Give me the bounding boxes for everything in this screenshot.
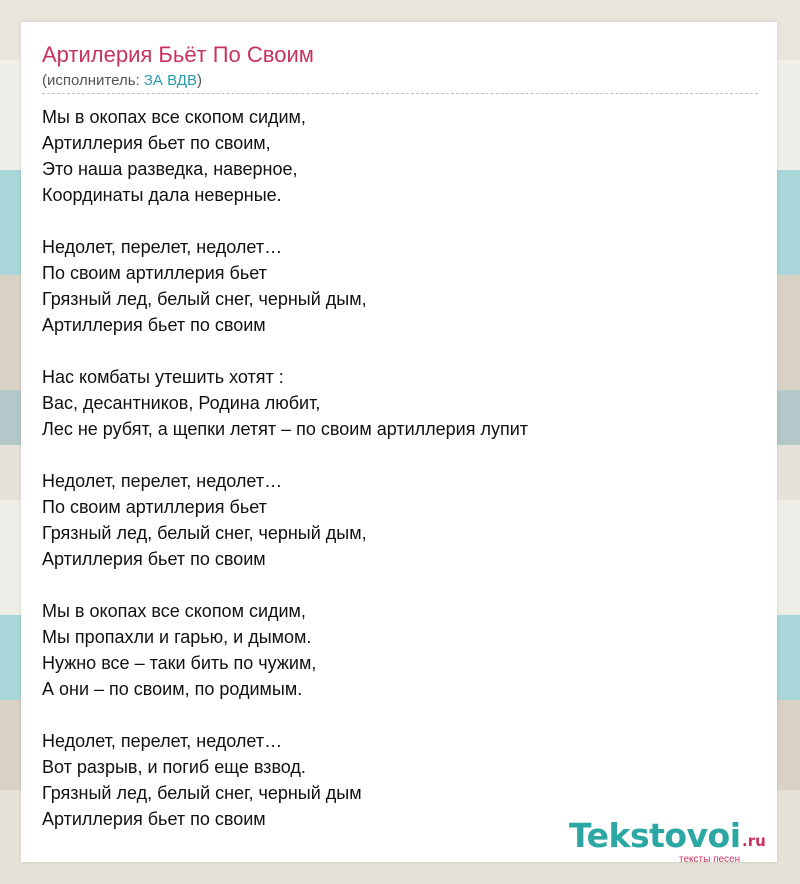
lyrics-card	[21, 22, 777, 865]
logo-tagline: тексты песен	[679, 854, 741, 865]
lyric-line: Артиллерия бьет по своим	[42, 809, 266, 829]
lyric-line: Вот разрыв, и погиб еще взвод.	[42, 757, 306, 777]
verse-gap	[42, 702, 757, 728]
lyric-line: А они – по своим, по родимым.	[42, 679, 303, 699]
lyric-line: Координаты дала неверные.	[42, 185, 282, 205]
verse-gap	[42, 338, 757, 364]
verse-gap	[42, 572, 757, 598]
lyric-line: Недолет, перелет, недолет…	[42, 731, 283, 751]
lyric-line: Артиллерия бьет по своим	[42, 549, 266, 569]
lyric-line: Нужно все – таки бить по чужим,	[42, 653, 317, 673]
lyric-line: По своим артиллерия бьет	[42, 263, 267, 283]
lyric-line: Вас, десантников, Родина любит,	[42, 393, 321, 413]
lyric-line: Грязный лед, белый снег, черный дым,	[42, 523, 367, 543]
lyric-line: Грязный лед, белый снег, черный дым,	[42, 289, 367, 309]
lyric-line: Грязный лед, белый снег, черный дым	[42, 783, 362, 803]
lyric-line: Нас комбаты утешить хотят :	[42, 367, 284, 387]
artist-suffix: )	[196, 72, 202, 89]
artist-link[interactable]: ЗА ВДВ	[143, 72, 197, 89]
lyric-line: Лес не рубят, а щепки летят – по своим артиллерия лупит	[42, 419, 529, 439]
artist-prefix: (исполнитель:	[42, 72, 144, 89]
verse-gap	[42, 208, 757, 234]
site-logo[interactable]	[569, 816, 779, 866]
verse-gap	[42, 442, 757, 468]
lyric-line: Недолет, перелет, недолет…	[42, 471, 283, 491]
lyric-line: Это наша разведка, наверное,	[42, 159, 298, 179]
logo-name: Tekstovoi	[569, 816, 741, 855]
lyric-line: Артиллерия бьет по своим,	[42, 133, 271, 153]
artist-line	[42, 72, 202, 89]
lyric-line: Артиллерия бьет по своим	[42, 315, 266, 335]
lyrics-body	[42, 104, 757, 832]
lyric-line: Мы в окопах все скопом сидим,	[42, 601, 306, 621]
logo-suffix: .ru	[742, 832, 766, 850]
lyric-line: По своим артиллерия бьет	[42, 497, 267, 517]
lyric-line: Мы пропахли и гарью, и дымом.	[42, 627, 312, 647]
song-title: Артилерия Бьёт По Своим	[42, 42, 314, 67]
title-divider	[42, 93, 758, 94]
lyric-line: Мы в окопах все скопом сидим,	[42, 107, 306, 127]
lyric-line: Недолет, перелет, недолет…	[42, 237, 283, 257]
